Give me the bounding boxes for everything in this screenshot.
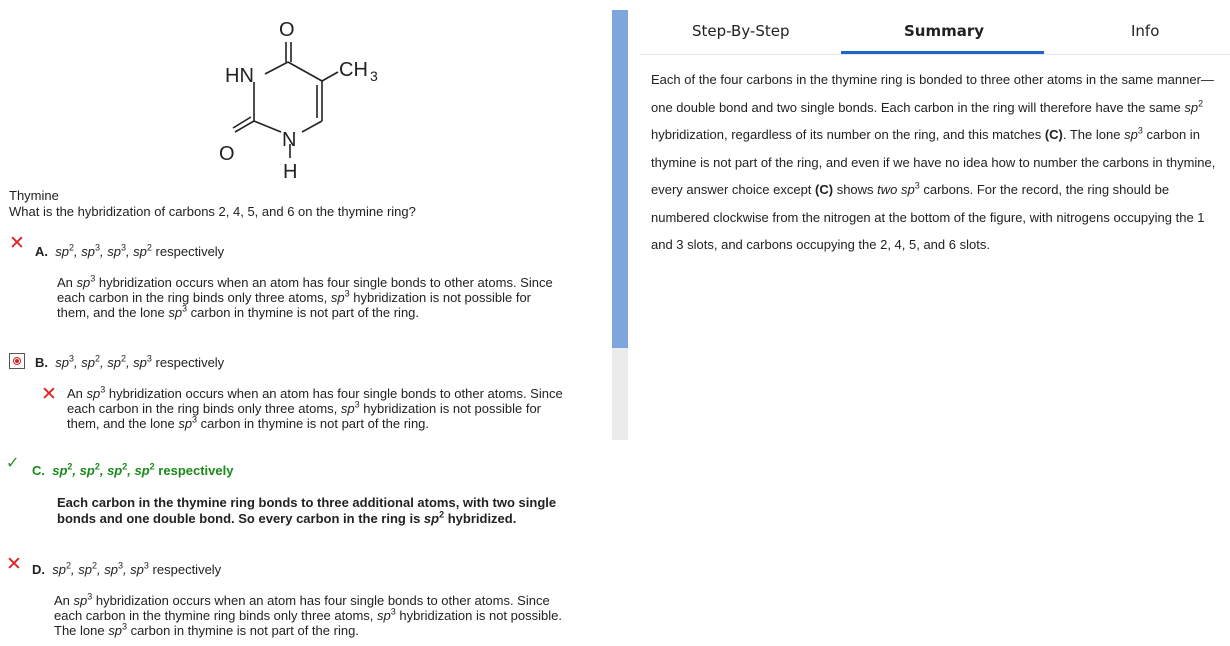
- tab-divider: [640, 54, 1230, 55]
- option-d[interactable]: D. $sp^2$, $sp^2$, $sp^3$, $sp^3$ respectively: [32, 560, 222, 577]
- question-text: What is the hybridization of carbons 2, 4, 5, and 6 on the thymine ring?: [9, 204, 416, 219]
- selected-radio-icon[interactable]: [9, 353, 25, 369]
- scrollbar-thumb[interactable]: [612, 10, 628, 348]
- summary-text: Each of the four carbons in the thymine ring is bonded to three other atoms in the same manner—one double bond and two single bonds. Each carbon in the ring will therefore have the same $sp^2$ hybridization, regardless of its number on the ring, and this matches (C). The lone $sp^3$ carbon in thymine is not part of the ring, and even if we have no idea how to number the carbons in thymine, every answer choice except (C) shows two $sp^3$ carbons. For the record, the ring should be numbered clockwise from the nitrogen at the bottom of the figure, with nitrogens occupying the 1 and 3 slots, and carbons occupying the 2, 4, 5, and 6 slots.: [651, 72, 1216, 252]
- atom-ch3-subscript: 3: [370, 68, 378, 84]
- atom-o-top: O: [279, 19, 295, 41]
- incorrect-x-icon: ✕: [6, 554, 22, 575]
- incorrect-x-icon: ✕: [41, 384, 57, 405]
- tab-summary[interactable]: Summary: [904, 22, 985, 40]
- option-b[interactable]: B. $sp^3$, $sp^2$, $sp^2$, $sp^3$ respectively: [35, 353, 225, 370]
- question-panel: [0, 0, 612, 646]
- option-a-explanation: An $sp^3$ hybridization occurs when an atom has four single bonds to other atoms. Since each carbon in the ring binds only three atoms, $sp^3$ hybridization is not possible for them, and the lone $sp^3$ carbon in thymine is not part of the ring.: [57, 273, 553, 320]
- option-d-explanation: An $sp^3$ hybridization occurs when an atom has four single bonds to other atoms. Since each carbon in the thymine ring binds only three atoms, $sp^3$ hybridization is not possible. The lone $sp^3$ carbon in thymine is not part of the ring.: [54, 591, 562, 638]
- incorrect-x-icon: ✕: [9, 233, 25, 254]
- thymine-structure: [205, 10, 405, 190]
- active-tab-indicator: [841, 51, 1044, 54]
- atom-hn: HN: [225, 65, 254, 87]
- option-c[interactable]: C. $sp^2$, $sp^2$, $sp^2$, $sp^2$ respectively: [32, 461, 234, 478]
- option-b-explanation: An $sp^3$ hybridization occurs when an atom has four single bonds to other atoms. Since each carbon in the ring binds only three atoms, $sp^3$ hybridization is not possible for them, and the lone $sp^3$ carbon in thymine is not part of the ring.: [67, 384, 563, 431]
- explanation-panel: [640, 0, 1230, 646]
- tab-info[interactable]: Info: [1131, 22, 1160, 40]
- atom-o-left: O: [219, 143, 235, 165]
- question-title: Thymine: [9, 188, 59, 203]
- atom-ch3: CH: [339, 59, 368, 81]
- atom-h: H: [283, 161, 298, 183]
- correct-check-icon: ✓: [6, 455, 20, 472]
- option-c-explanation: Each carbon in the thymine ring bonds to three additional atoms, with two single bonds and one double bond. So every carbon in the ring is $sp^2$ hybridized.: [57, 495, 557, 526]
- option-a[interactable]: A. $sp^2$, $sp^3$, $sp^3$, $sp^2$ respectively: [35, 242, 225, 259]
- atom-n: N: [282, 129, 297, 151]
- tab-step-by-step[interactable]: Step-By-Step: [692, 22, 790, 40]
